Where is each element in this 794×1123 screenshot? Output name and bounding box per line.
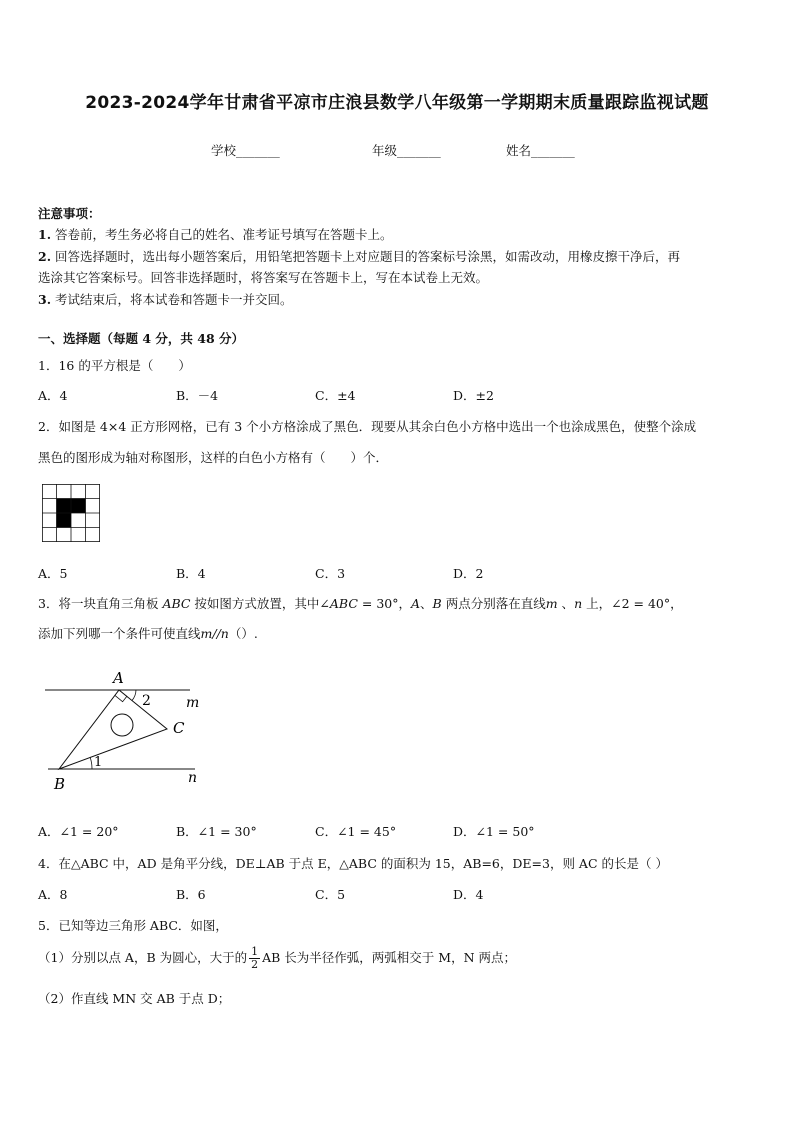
fraction-one-half xyxy=(249,946,260,971)
q3-point-a: A xyxy=(411,596,421,611)
q3-text: 上，∠2 = 40°， xyxy=(582,596,683,611)
q4-option-c[interactable]: C．5 xyxy=(315,887,346,902)
note-item xyxy=(38,225,393,243)
q3-line-n: n xyxy=(574,596,583,611)
q1-option-a[interactable]: A．4 xyxy=(38,388,68,403)
school-field xyxy=(211,141,280,159)
label-c: C xyxy=(173,719,185,737)
q3-option-c[interactable]: C．∠1 = 45° xyxy=(315,824,397,839)
note-text: 答卷前，考生务必将自己的姓名、准考证号填写在答题卡上。 xyxy=(55,227,393,242)
q2-option-a[interactable]: A．5 xyxy=(38,566,68,581)
q3-text: 3．将一块直角三角板 xyxy=(38,596,163,611)
note-item xyxy=(38,247,680,265)
note-number: 2. xyxy=(38,249,52,264)
question-5-line-1: 5．已知等边三角形 ABC．如图， xyxy=(38,918,228,933)
triangle-figure xyxy=(40,665,240,795)
question-2-line-1: 2．如图是 4×4 正方形网格，已有 3 个小方格涂成了黑色．现要从其余白色小方格中选出一个也涂成黑色，使整个涂成 xyxy=(38,419,697,434)
triangle-hole xyxy=(111,714,133,736)
q3-option-d[interactable]: D．∠1 = 50° xyxy=(453,824,535,839)
note-text: 考试结束后，将本试卷和答题卡一并交回。 xyxy=(55,292,293,307)
label-angle-1: 1 xyxy=(94,755,103,770)
fraction-denominator: 2 xyxy=(251,958,259,971)
q3-text: = 30°， xyxy=(357,596,411,611)
question-4-stem: 4．在△ABC 中，AD 是角平分线，DE⊥AB 于点 E，△ABC 的面积为 15，AB=6，DE=3，则 AC 的长是（ ） xyxy=(38,856,668,871)
question-3-line-2 xyxy=(38,624,258,642)
label-m: m xyxy=(186,695,200,711)
note-number: 1. xyxy=(38,227,52,242)
school-label: 学校 xyxy=(211,143,237,158)
school-blank: _______ xyxy=(236,143,280,158)
right-angle-mark xyxy=(115,695,127,701)
question-5-line-2 xyxy=(38,946,516,971)
q5-text: AB 长为半径作弧，两弧相交于 M，N 两点； xyxy=(262,950,516,965)
q1-option-c[interactable]: C．±4 xyxy=(315,388,356,403)
q3-text: 添加下列哪一个条件可使直线 xyxy=(38,626,201,641)
q3-triangle-name: ABC xyxy=(162,596,191,611)
black-cell-bottom xyxy=(57,513,72,528)
grid-figure xyxy=(42,484,100,542)
q3-text: 、 xyxy=(557,596,575,611)
grade-label: 年级 xyxy=(372,143,398,158)
q3-text: 两点分别落在直线 xyxy=(441,596,546,611)
q3-option-a[interactable]: A．∠1 = 20° xyxy=(38,824,119,839)
grid-lines xyxy=(42,484,100,542)
notes-heading: 注意事项： xyxy=(38,206,101,221)
q3-angle-name: ABC xyxy=(329,596,358,611)
note-item xyxy=(38,290,293,308)
label-b: B xyxy=(54,775,66,793)
q2-option-c[interactable]: C．3 xyxy=(315,566,346,581)
question-2-line-2: 黑色的图形成为轴对称图形，这样的白色小方格有（ ）个． xyxy=(38,450,389,465)
label-n: n xyxy=(188,770,198,786)
q4-option-b[interactable]: B．6 xyxy=(176,887,206,902)
q2-option-d[interactable]: D．2 xyxy=(453,566,484,581)
note-text: 选涂其它答案标号。回答非选择题时，将答案写在答题卡上，写在本试卷上无效。 xyxy=(38,270,489,285)
section-heading: 一、选择题（每题 4 分，共 48 分） xyxy=(38,331,245,346)
q3-parallel-expr: m//n xyxy=(200,626,229,641)
question-1-stem: 1．16 的平方根是（ ） xyxy=(38,358,191,373)
question-3-line-1 xyxy=(38,594,683,612)
label-angle-2: 2 xyxy=(142,693,151,709)
name-field xyxy=(506,141,575,159)
q2-option-b[interactable]: B．4 xyxy=(176,566,206,581)
q3-option-b[interactable]: B．∠1 = 30° xyxy=(176,824,257,839)
note-number: 3. xyxy=(38,292,52,307)
name-blank: _______ xyxy=(531,143,575,158)
q3-point-b: B xyxy=(432,596,442,611)
note-item-continued xyxy=(38,268,488,286)
question-5-line-3: （2）作直线 MN 交 AB 于点 D； xyxy=(38,991,231,1006)
name-label: 姓名 xyxy=(506,143,532,158)
q1-option-b[interactable]: B．－4 xyxy=(176,388,219,403)
angle-1-arc xyxy=(90,757,92,769)
q3-line-m: m xyxy=(545,596,558,611)
exam-title: 2023-2024学年甘肃省平凉市庄浪县数学八年级第一学期期末质量跟踪监视试题 xyxy=(85,93,709,113)
grade-blank: _______ xyxy=(397,143,441,158)
fraction-numerator: 1 xyxy=(251,945,259,958)
q4-option-a[interactable]: A．8 xyxy=(38,887,68,902)
label-a: A xyxy=(113,669,124,687)
q1-option-d[interactable]: D．±2 xyxy=(453,388,494,403)
angle-2-arc xyxy=(132,690,136,701)
q3-text: （）. xyxy=(228,626,258,641)
grade-field xyxy=(372,141,441,159)
note-text: 回答选择题时，选出每小题答案后，用铅笔把答题卡上对应题目的答案标号涂黑，如需改动，用橡皮擦干净后，再 xyxy=(55,249,681,264)
q5-text: （1）分别以点 A，B 为圆心，大于的 xyxy=(38,950,248,965)
q3-text: 按如图方式放置，其中∠ xyxy=(190,596,330,611)
q3-text: 、 xyxy=(420,596,433,611)
q4-option-d[interactable]: D．4 xyxy=(453,887,484,902)
